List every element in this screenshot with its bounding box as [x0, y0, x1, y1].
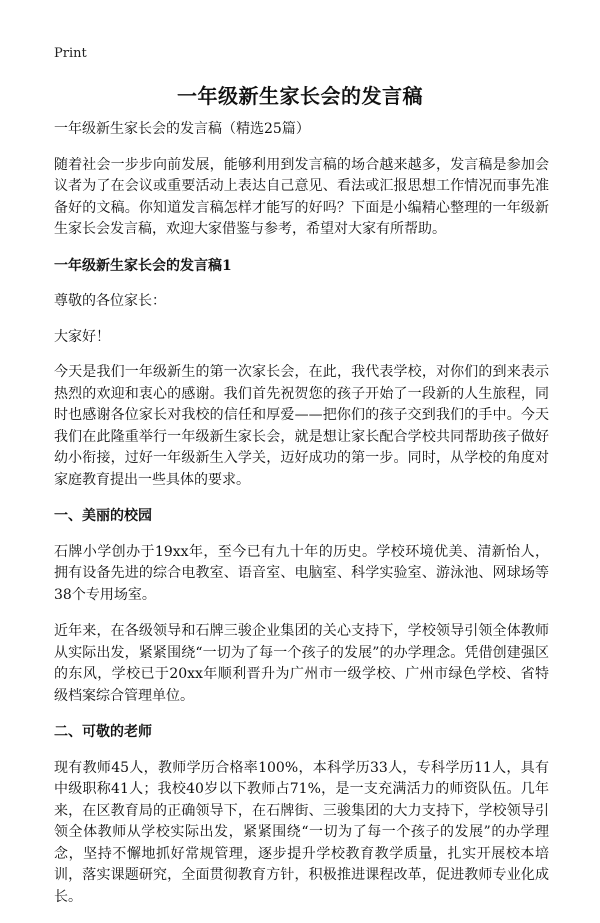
body-paragraph: 近年来，在各级领导和石牌三骏企业集团的关心支持下，学校领导引领全体教师从实际出发，紧紧围绕“一切为了每一个孩子的发展”的办学理念。凭借创建强区的东风，学校已于20xx年顺利晋升为广州市一级学校、广州市绿色学校、省特级档案综合管理单位。: [54, 623, 549, 704]
article-body: [54, 119, 549, 923]
subtitle: 一年级新生家长会的发言稿（精选25篇）: [54, 121, 310, 137]
page-title: 一年级新生家长会的发言稿: [177, 84, 423, 108]
section-heading: 一年级新生家长会的发言稿1: [54, 257, 232, 274]
greeting-line: 大家好！: [54, 328, 110, 345]
intro-paragraph: 随着社会一步步向前发展，能够利用到发言稿的场合越来越多，发言稿是参加会议者为了在会议或重要活动上表达自己意见、看法或汇报思想工作情况而事先准备好的文稿。你知道发言稿怎样才能写的好吗？下面是小编精心整理的一年级新生家长会发言稿，欢迎大家借鉴与参考，希望对大家有所帮助。: [54, 156, 549, 237]
print-link[interactable]: Print: [54, 46, 87, 61]
subsection-heading: 一、美丽的校园: [54, 508, 152, 524]
subsection-heading: 二、可敬的老师: [54, 724, 152, 740]
greeting-line: 尊敬的各位家长：: [54, 293, 166, 309]
body-paragraph: 石牌小学创办于19xx年，至今已有九十年的历史。学校环境优美、清新怡人，拥有设备先进的综合电教室、语音室、电脑室、科学实验室、游泳池、网球场等38个专用场室。: [54, 543, 549, 603]
body-paragraph: 今天是我们一年级新生的第一次家长会，在此，我代表学校，对你们的到来表示热烈的欢迎和衷心的感谢。我们首先祝贺您的孩子开始了一段新的人生旅程，同时也感谢各位家长对我校的信任和厚爱——把你们的孩子交到我们的手中。今天我们在此隆重举行一年级新生家长会，就是想让家长配合学校共同帮助孩子做好幼小衔接，过好一年级新生入学关，迈好成功的第一步。同时，从学校的角度对家庭教育提出一些具体的要求。: [54, 364, 549, 488]
body-paragraph: 现有教师45人，教师学历合格率100%，本科学历33人，专科学历11人，具有中级职称41人；我校40岁以下教师占71%，是一支充满活力的师资队伍。几年来，在区教育局的正确领导下，在石牌街、三骏集团的大力支持下，学校领导引领全体教师从学校实际出发，紧紧围绕“一切为了每一个孩子的发展”的办学理念，坚持不懈地抓好常规管理，逐步提升学校教育教学质量，扎实开展校本培训，落实课题研究，全面贯彻教育方针，积极推进课程改革，促进教师专业化成长。: [54, 759, 549, 905]
